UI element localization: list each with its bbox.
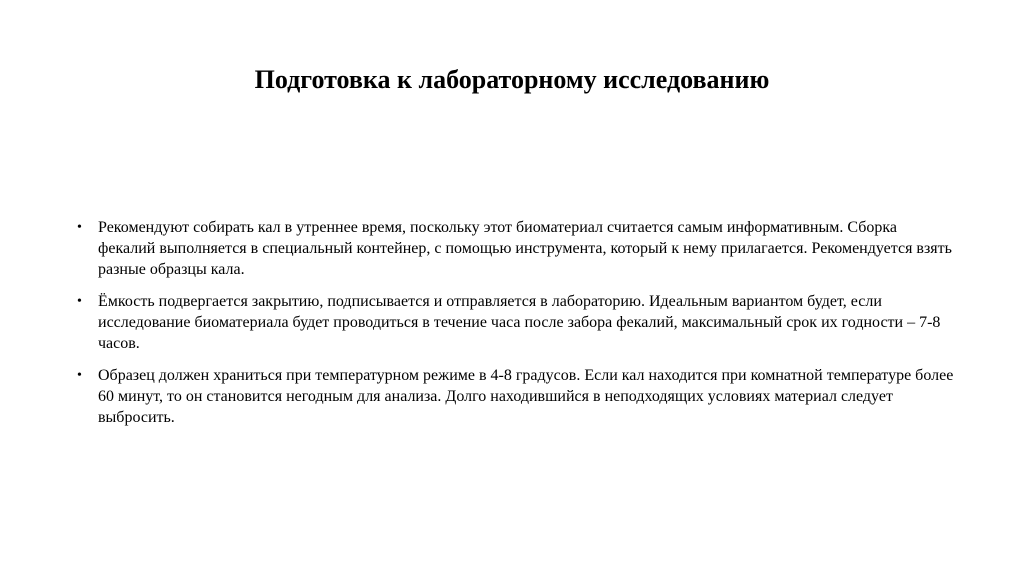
bullet-point-icon: • <box>77 220 82 235</box>
bullet-item <box>75 217 955 280</box>
bullet-text: Рекомендуют собирать кал в утреннее время, поскольку этот биоматериал считается самым информативным. Сборка фекалий выполняется в специальный контейнер, с помощью инструмента, который к нему прилагается. Рекомендуется взять разные образцы кала. <box>98 219 952 278</box>
bullet-text: Образец должен храниться при температурном режиме в 4-8 градусов. Если кал находится при комнатной температуре более 60 минут, то он становится негодным для анализа. Долго находившийся в неподходящих условиях материал следует выбросить. <box>98 367 954 426</box>
bullet-point-icon: • <box>77 294 82 309</box>
bullet-text: Ёмкость подвергается закрытию, подписывается и отправляется в лабораторию. Идеальным вариантом будет, если исследование биоматериала будет проводиться в течение часа после забора фекалий, максимальный срок их годности – 7-8 часов. <box>98 293 941 352</box>
bullet-point-icon: • <box>77 368 82 383</box>
bullet-item <box>75 291 955 354</box>
bullet-item <box>75 365 955 428</box>
slide-title: Подготовка к лабораторному исследованию <box>254 65 770 94</box>
bullet-list <box>75 217 955 439</box>
